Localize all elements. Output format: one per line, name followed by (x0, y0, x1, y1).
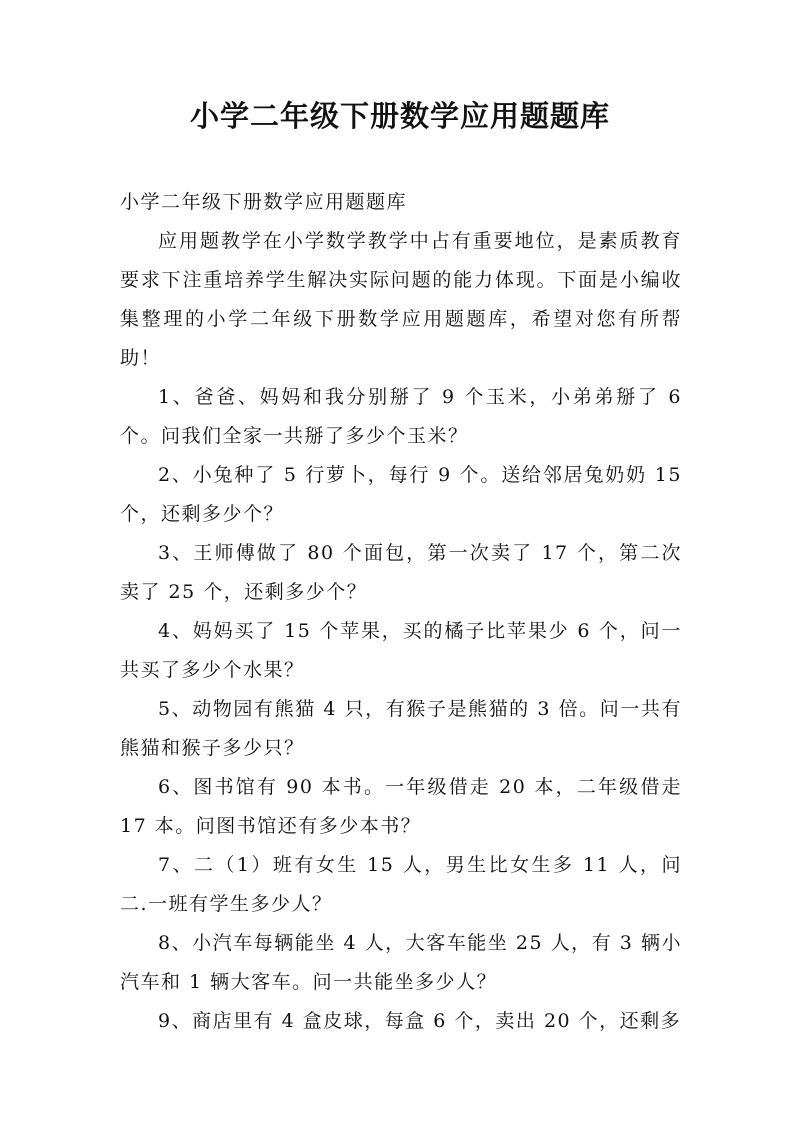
question-7: 7、二（1）班有女生 15 人，男生比女生多 11 人，问二.一班有学生多少人？ (120, 854, 682, 915)
document-body (120, 183, 682, 1041)
question-9: 9、商店里有 4 盒皮球，每盒 6 个，卖出 20 个，还剩多 (158, 1010, 682, 1032)
question-4: 4、妈妈买了 15 个苹果，买的橘子比苹果少 6 个，问一共买了多少个水果？ (120, 620, 682, 681)
question-3: 3、王师傅做了 80 个面包，第一次卖了 17 个，第二次卖了 25 个，还剩多少个？ (120, 542, 682, 603)
question-6: 6、图书馆有 90 本书。一年级借走 20 本，二年级借走 17 本。问图书馆还有多少本书？ (120, 776, 682, 837)
question-1: 1、爸爸、妈妈和我分别掰了 9 个玉米，小弟弟掰了 6 个。问我们全家一共掰了多少个玉米？ (120, 386, 682, 447)
document-subtitle: 小学二年级下册数学应用题题库 (120, 191, 408, 213)
question-2: 2、小兔种了 5 行萝卜，每行 9 个。送给邻居兔奶奶 15 个，还剩多少个？ (120, 464, 682, 525)
intro-paragraph: 应用题教学在小学数学教学中占有重要地位，是素质教育要求下注重培养学生解决实际问题的能力体现。下面是小编收集整理的小学二年级下册数学应用题题库，希望对您有所帮助！ (120, 230, 682, 369)
question-5: 5、动物园有熊猫 4 只，有猴子是熊猫的 3 倍。问一共有熊猫和猴子多少只？ (120, 698, 682, 759)
question-8: 8、小汽车每辆能坐 4 人，大客车能坐 25 人，有 3 辆小汽车和 1 辆大客车。问一共能坐多少人？ (120, 932, 682, 993)
page-title: 小学二年级下册数学应用题题库 (189, 99, 610, 133)
